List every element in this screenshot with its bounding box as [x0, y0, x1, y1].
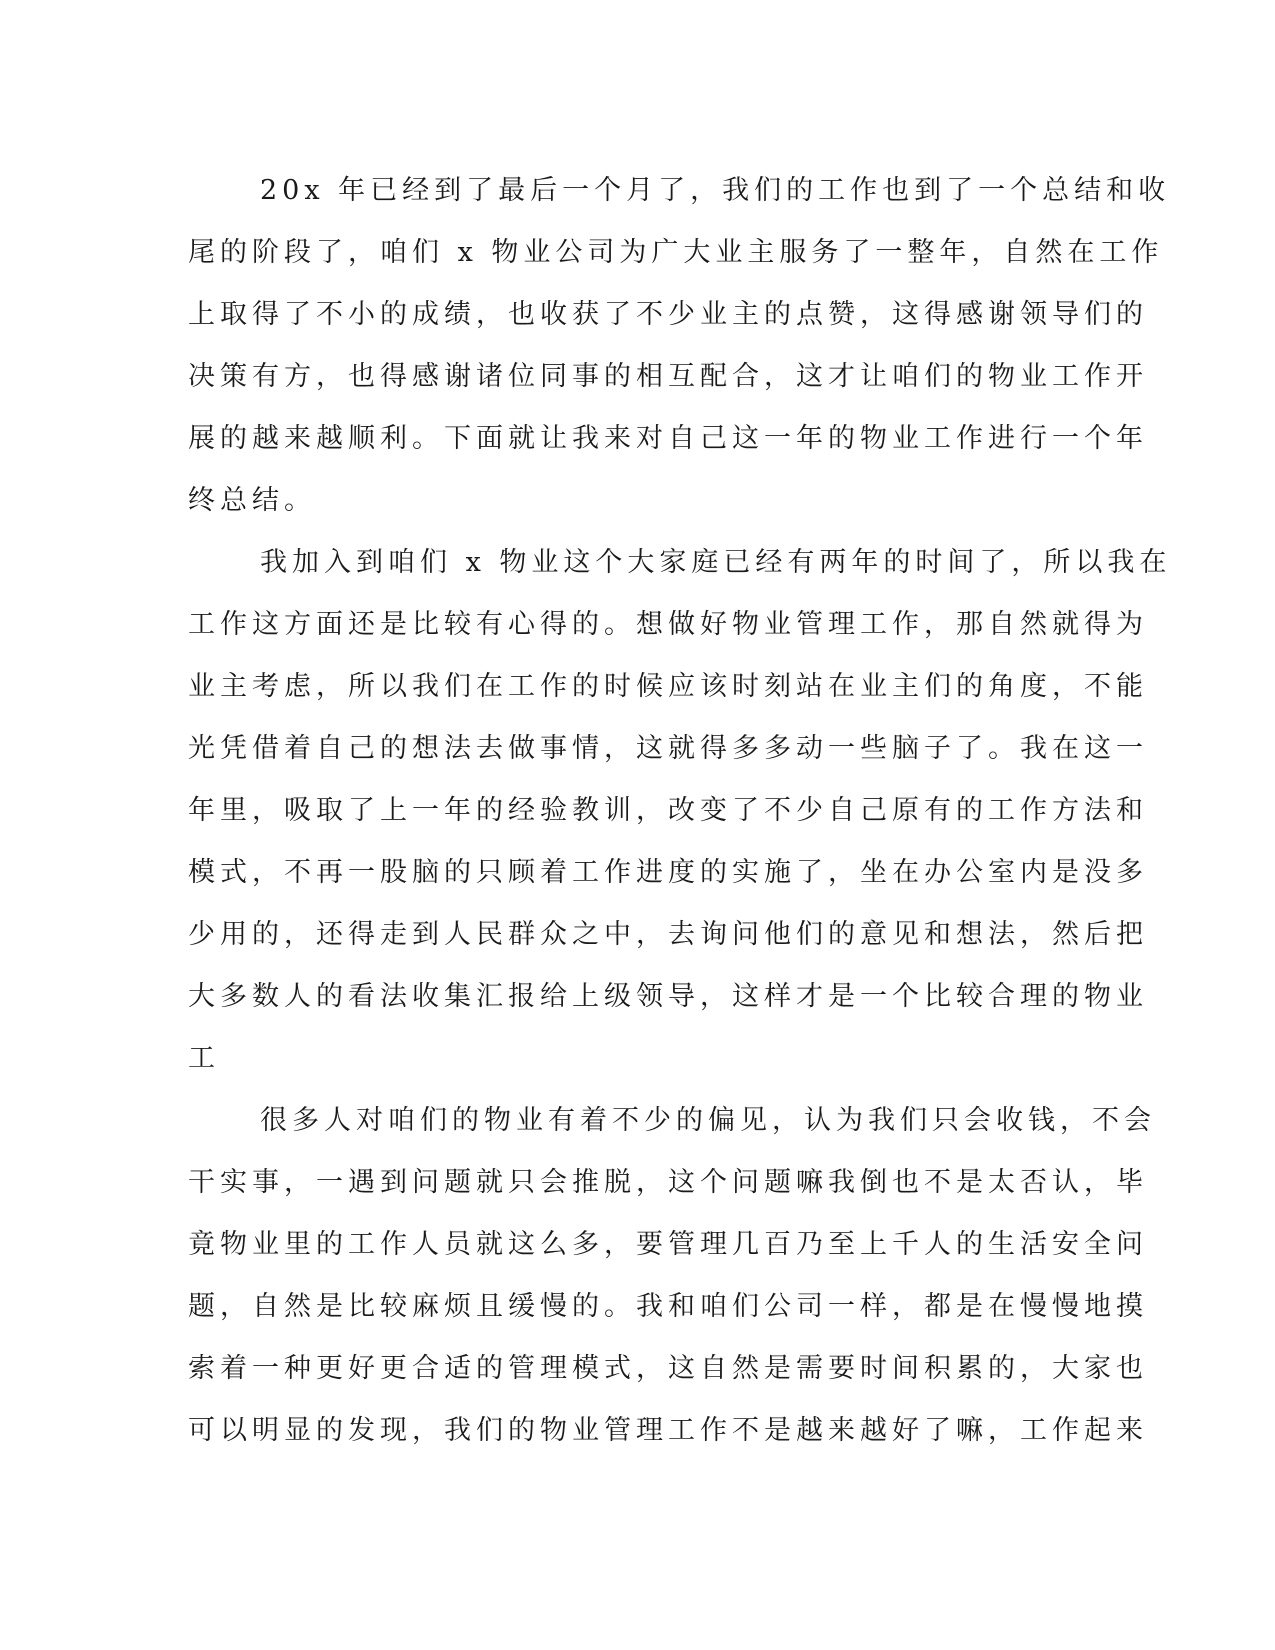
text-line: 干实事，一遇到问题就只会推脱，这个问题嘛我倒也不是太否认，毕	[188, 1167, 1148, 1198]
text-line: 工	[188, 1043, 220, 1074]
text-line: 题，自然是比较麻烦且缓慢的。我和咱们公司一样，都是在慢慢地摸	[188, 1291, 1148, 1322]
text-line: 展的越来越顺利。下面就让我来对自己这一年的物业工作进行一个年	[188, 423, 1148, 454]
text-line: 竟物业里的工作人员就这么多，要管理几百乃至上千人的生活安全问	[188, 1229, 1148, 1260]
text-line: 大多数人的看法收集汇报给上级领导，这样才是一个比较合理的物业	[188, 981, 1148, 1012]
paragraph-1	[188, 160, 1171, 532]
text-line: 可以明显的发现，我们的物业管理工作不是越来越好了嘛，工作起来	[188, 1415, 1148, 1446]
paragraph-3	[188, 1090, 1156, 1462]
document-body	[188, 160, 1172, 1462]
text-line: 尾的阶段了，咱们 x 物业公司为广大业主服务了一整年，自然在工作	[188, 237, 1164, 268]
text-line: 光凭借着自己的想法去做事情，这就得多多动一些脑子了。我在这一	[188, 733, 1148, 764]
text-line: 很多人对咱们的物业有着不少的偏见，认为我们只会收钱，不会	[260, 1105, 1156, 1136]
text-line: 索着一种更好更合适的管理模式，这自然是需要时间积累的，大家也	[188, 1353, 1148, 1384]
text-line: 年里，吸取了上一年的经验教训，改变了不少自己原有的工作方法和	[188, 795, 1148, 826]
text-line: 20x 年已经到了最后一个月了，我们的工作也到了一个总结和收	[260, 175, 1171, 206]
text-line: 终总结。	[188, 485, 316, 516]
text-line: 工作这方面还是比较有心得的。想做好物业管理工作，那自然就得为	[188, 609, 1148, 640]
text-line: 业主考虑，所以我们在工作的时候应该时刻站在业主们的角度，不能	[188, 671, 1148, 702]
text-line: 我加入到咱们 x 物业这个大家庭已经有两年的时间了，所以我在	[260, 547, 1172, 578]
text-line: 少用的，还得走到人民群众之中，去询问他们的意见和想法，然后把	[188, 919, 1148, 950]
text-line: 决策有方，也得感谢诸位同事的相互配合，这才让咱们的物业工作开	[188, 361, 1148, 392]
text-line: 上取得了不小的成绩，也收获了不少业主的点赞，这得感谢领导们的	[188, 299, 1148, 330]
paragraph-2	[188, 532, 1172, 1090]
text-line: 模式，不再一股脑的只顾着工作进度的实施了，坐在办公室内是没多	[188, 857, 1148, 888]
